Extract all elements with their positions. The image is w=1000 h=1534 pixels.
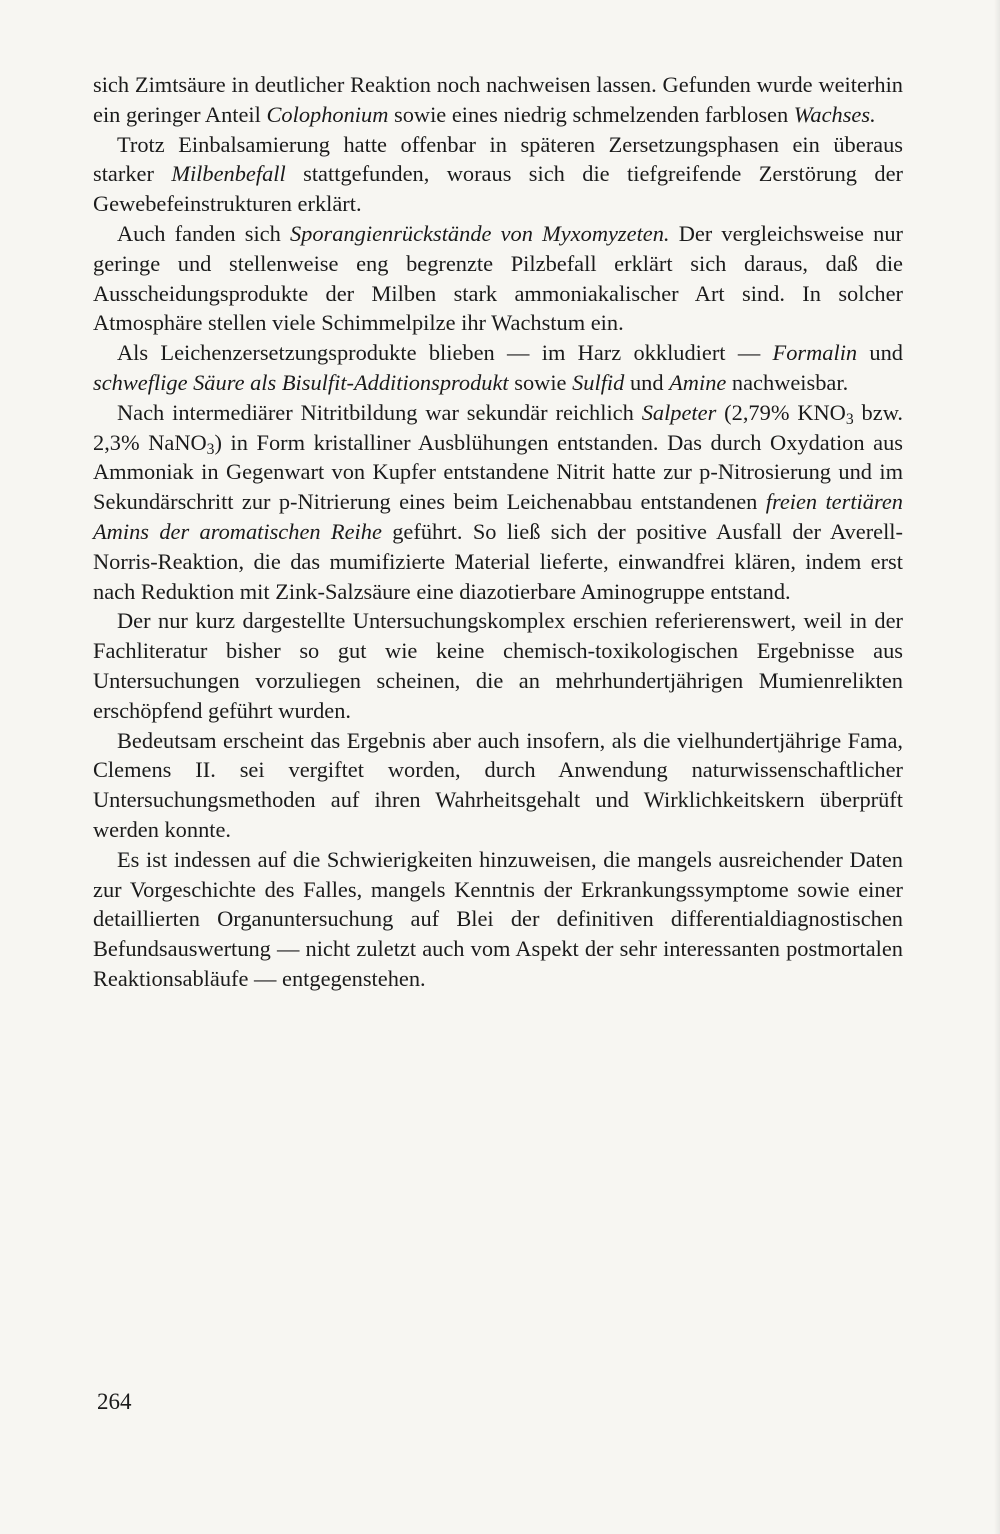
text-segment: bzw. 2,3% NaNO bbox=[93, 399, 904, 455]
paragraph bbox=[93, 219, 903, 338]
text-segment: sowie bbox=[508, 369, 573, 395]
text-segment: Es ist indessen auf die Schwierigkeiten hinzuweisen, die mangels ausreichender Daten zur Vorgeschichte des Falles, mangels Kenntnis der Erkrankungssymptome sowie einer detaillierten Organuntersuchung auf Blei der definitiven differentialdiagnostischen Befundsauswertung — nicht zuletzt auch vom Aspekt der sehr interessanten postmortalen Reaktionsabläufe — entgegenstehen. bbox=[93, 846, 903, 991]
paragraph bbox=[93, 606, 903, 725]
text-segment: geführt. So ließ sich der positive Ausfall der Averell-Norris-Reaktion, die das mumifizierte Material lieferte, einwandfrei klären, indem erst nach Reduktion mit Zink-Salzsäure eine diazotierbare Aminogruppe entstand. bbox=[93, 518, 903, 604]
text-segment: Der vergleichsweise nur geringe und stellenweise eng begrenzte Pilzbefall erklärt sich daraus, daß die Ausscheidungsprodukte der Milben stark ammoniakalischer Art sind. In solcher Atmosphäre stellen viele Schimmelpilze ihr Wachstum ein. bbox=[93, 220, 903, 336]
italic-text: Formalin bbox=[772, 340, 858, 366]
text-segment: sowie eines niedrig schmelzenden farblosen bbox=[388, 101, 794, 127]
paragraph bbox=[93, 338, 903, 398]
italic-text: Amine bbox=[669, 369, 727, 395]
italic-text: Sulfid bbox=[572, 369, 625, 395]
page-number: 264 bbox=[97, 1389, 132, 1414]
italic-text: schweflige Säure als Bisulfit-Additionsprodukt bbox=[93, 369, 509, 395]
italic-text: Colophonium bbox=[266, 101, 389, 127]
text-segment: Bedeutsam erscheint das Ergebnis aber auch insofern, als die vielhundertjährige Fama, Clemens II. sei vergiftet worden, durch Anwendung naturwissenschaftlicher Untersuchungsmethoden auf ihren Wahrheitsgehalt und Wirklichkeitskern überprüft werden konnte. bbox=[93, 727, 903, 842]
text-segment: Trotz Einbalsamierung hatte offenbar in späteren Zersetzungsphasen ein überaus starker bbox=[93, 131, 903, 187]
text-segment: Als Leichenzersetzungsprodukte blieben — im Harz okkludiert — bbox=[117, 340, 773, 366]
paragraph bbox=[93, 845, 903, 994]
subscript-text: 3 bbox=[845, 410, 854, 428]
paragraph bbox=[93, 70, 903, 130]
text-segment: sich Zimtsäure in deutlicher Reaktion noch nachweisen lassen. Gefunden wurde weiterhin ein geringer Anteil bbox=[93, 72, 903, 127]
text-segment: Der nur kurz dargestellte Untersuchungskomplex erschien referierenswert, weil in der Fachliteratur bisher so gut wie keine chemisch-toxikologischen Ergebnisse aus Untersuchungen vorzuliegen scheinen, die an mehrhundertjährigen Mumienrelikten erschöpfend geführt wurden. bbox=[93, 608, 903, 723]
italic-text: Salpeter bbox=[641, 399, 717, 425]
text-segment: und bbox=[624, 369, 670, 395]
body-text bbox=[93, 70, 903, 994]
text-segment: (2,79% KNO bbox=[716, 399, 846, 425]
italic-text: Sporangienrückstände von Myxomyzeten. bbox=[289, 220, 670, 246]
italic-text: freien tertiären Amins der aromatischen Reihe bbox=[93, 489, 903, 544]
paragraph bbox=[93, 398, 903, 607]
text-segment: nachweisbar. bbox=[726, 369, 849, 395]
italic-text: Milbenbefall bbox=[171, 161, 286, 187]
page-edge-shadow bbox=[994, 0, 1000, 1534]
text-segment: ) in Form kristalliner Ausblühungen entstanden. Das durch Oxydation aus Ammoniak in Gegenwart von Kupfer entstandene Nitrit hatte zur p-Nitrosierung und im Sekundärschritt zur p-Nitrierung eines beim Leichenabbau entstandenen bbox=[93, 429, 903, 515]
text-segment: stattgefunden, woraus sich die tiefgreifende Zerstörung der Gewebefeinstrukturen erklärt. bbox=[93, 161, 903, 217]
text-segment: Auch fanden sich bbox=[117, 220, 290, 246]
text-segment: und bbox=[857, 340, 903, 366]
italic-text: Wachses. bbox=[793, 101, 876, 127]
paragraph bbox=[93, 726, 903, 845]
subscript-text: 3 bbox=[206, 440, 215, 458]
text-segment: Nach intermediärer Nitritbildung war sekundär reichlich bbox=[117, 399, 642, 425]
paragraph bbox=[93, 130, 903, 219]
